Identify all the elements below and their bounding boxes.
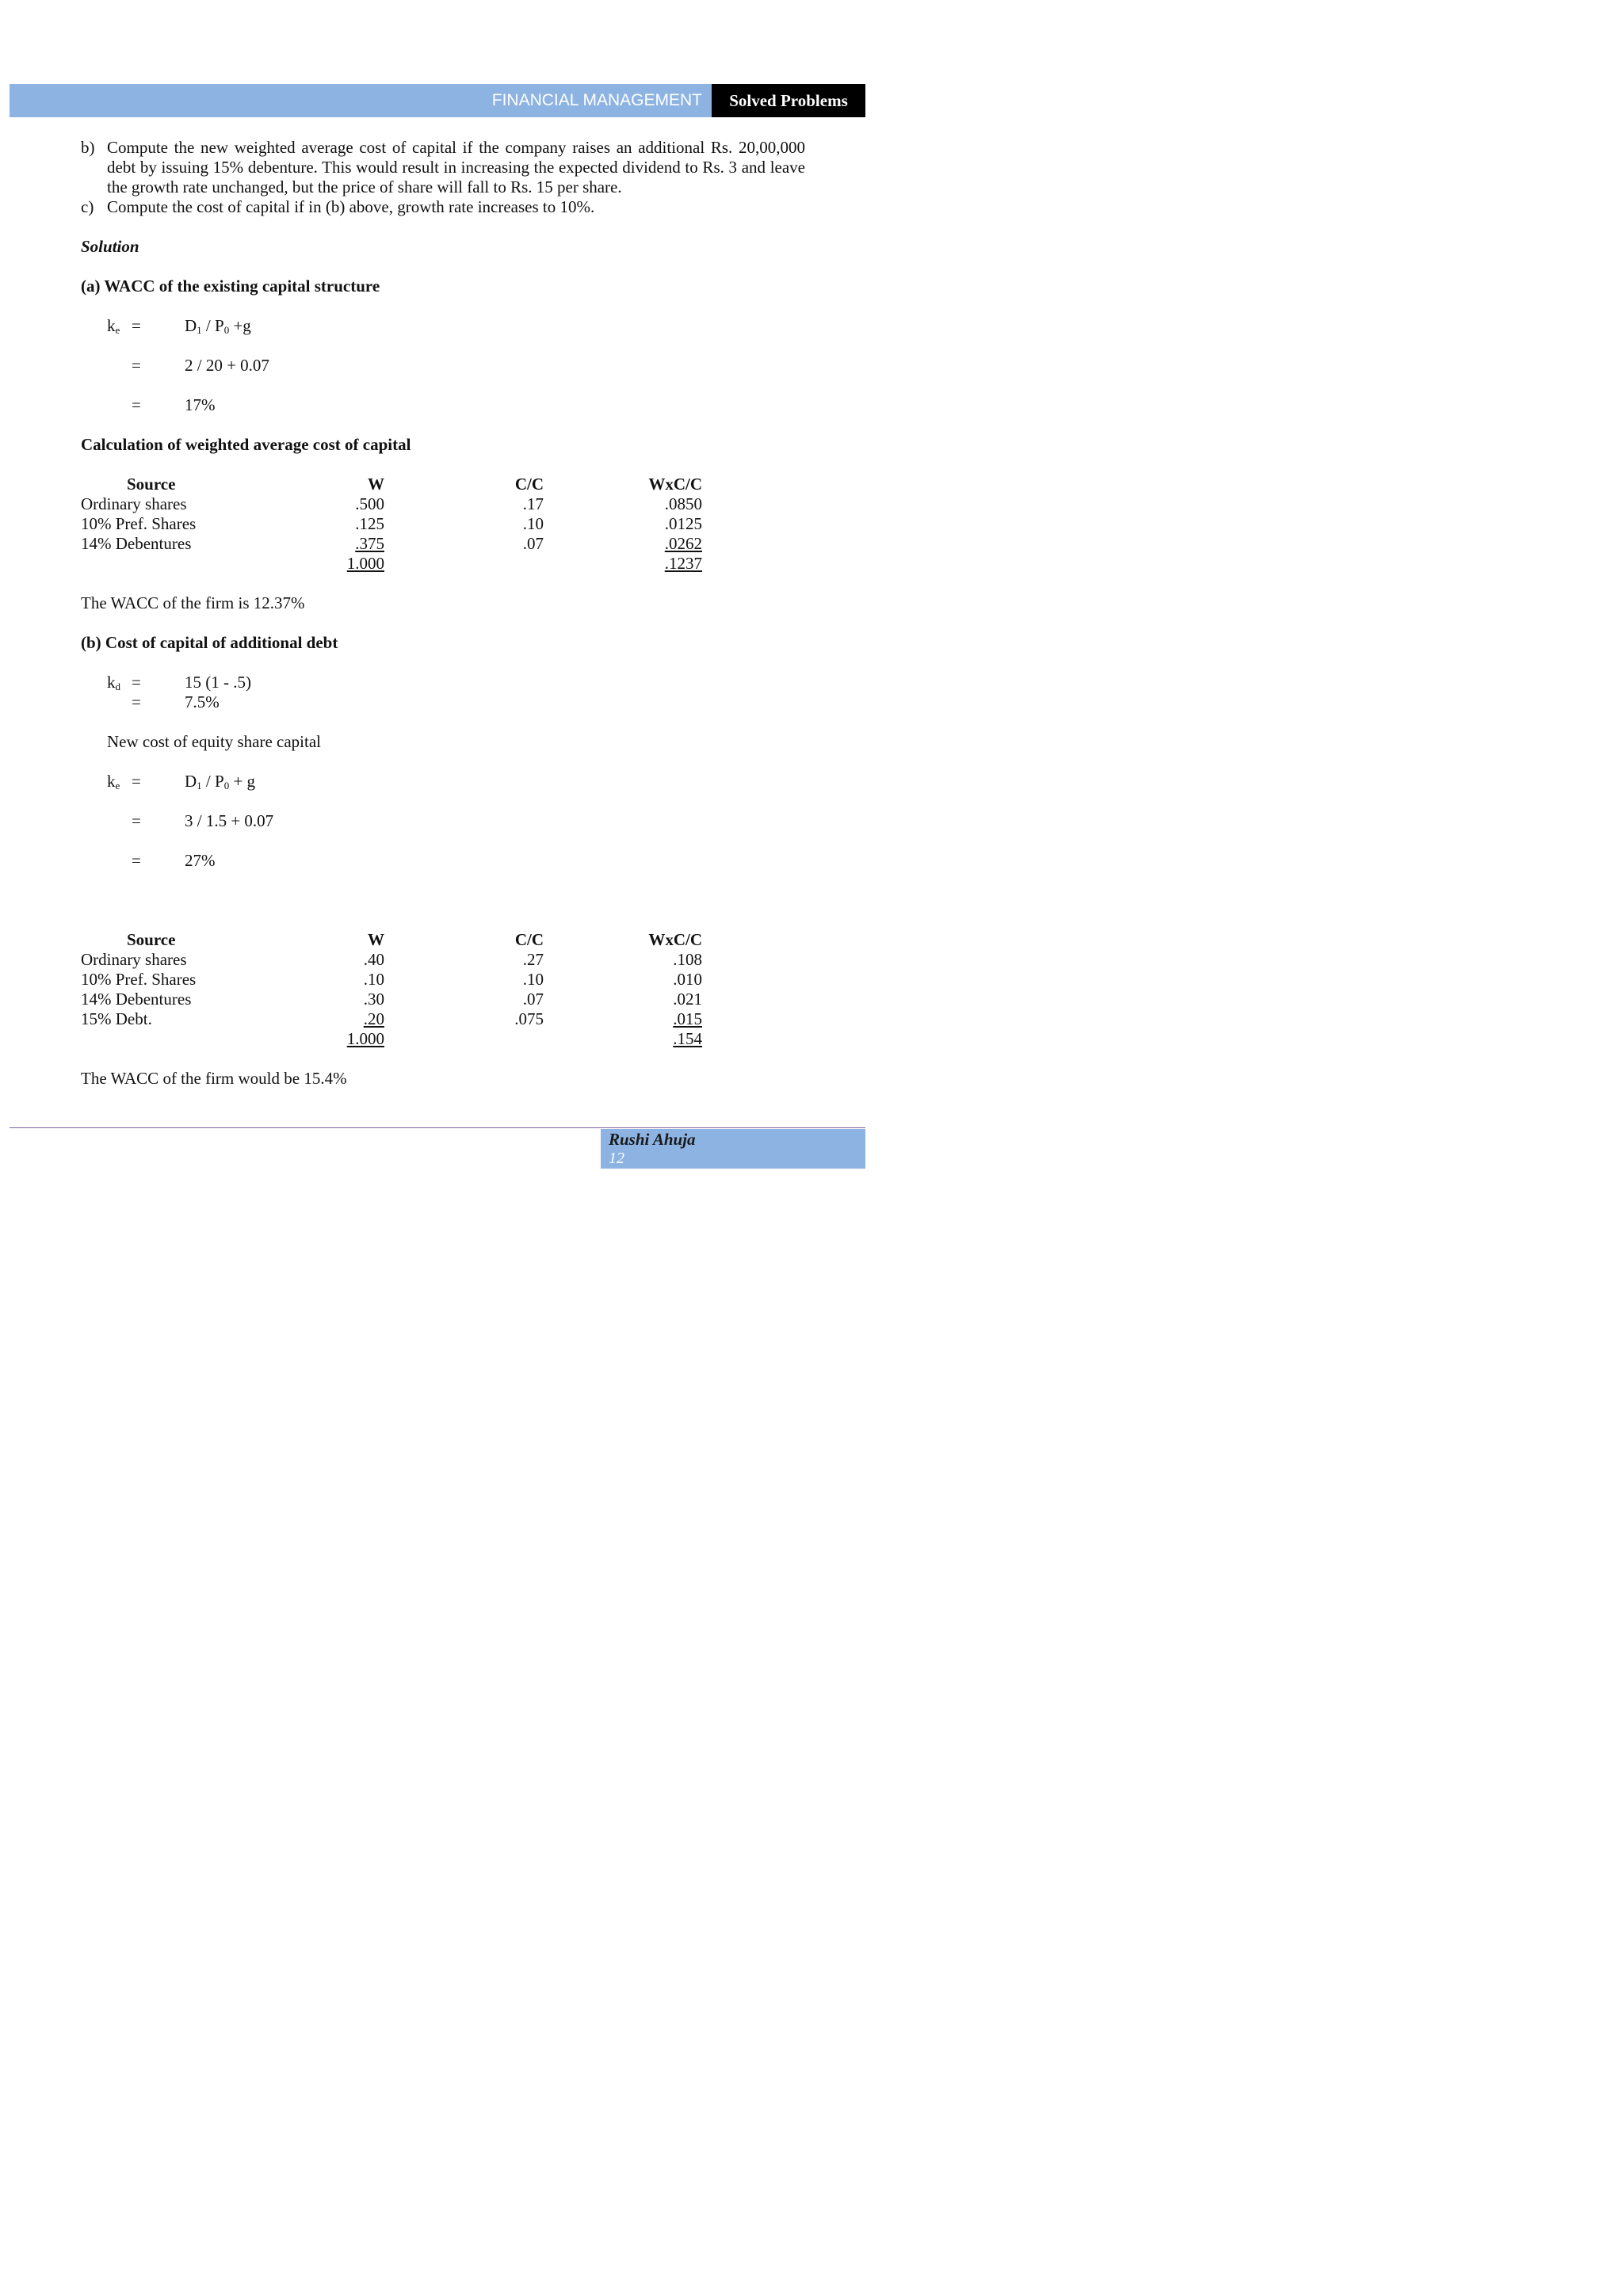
col-header-source: Source xyxy=(127,475,176,494)
cell-wcc: .010 xyxy=(673,970,702,989)
cell-w: .500 xyxy=(355,494,384,513)
table-row xyxy=(81,514,715,534)
cell-wcc: .015 xyxy=(673,1009,702,1028)
part-a-formula: $D_1 / P_0 +g$ xyxy=(185,316,251,336)
cell-cc: .27 xyxy=(522,950,544,969)
cell-wcc: .0262 xyxy=(664,534,702,553)
cell-wcc: .0125 xyxy=(664,514,702,533)
table-row xyxy=(81,990,715,1009)
cell-w: .30 xyxy=(363,990,384,1009)
question-c-text: Compute the cost of capital if in (b) above, growth rate increases to 10%. xyxy=(107,197,595,216)
part-a-line2: 2 / 20 + 0.07 xyxy=(185,356,269,375)
total-w: 1.000 xyxy=(346,1029,384,1048)
question-c xyxy=(81,197,805,217)
question-b xyxy=(81,138,805,197)
cell-wcc: .0850 xyxy=(664,494,702,513)
part-b-ke-eq-1: = xyxy=(132,772,141,791)
part-b-heading: (b) Cost of capital of additional debt xyxy=(81,633,338,652)
table-total-row xyxy=(81,554,715,574)
table-row xyxy=(81,494,715,514)
cell-source: Ordinary shares xyxy=(81,494,187,513)
table-header-row xyxy=(81,475,715,494)
cell-w: .375 xyxy=(355,534,384,553)
table-row xyxy=(81,534,715,554)
calc-heading: Calculation of weighted average cost of capital xyxy=(81,435,411,454)
cell-cc: .07 xyxy=(522,534,544,553)
solution-label: Solution xyxy=(81,237,139,256)
cell-w: .125 xyxy=(355,514,384,533)
part-a-ke-symbol: $k_e$ xyxy=(107,316,120,336)
cell-w: .40 xyxy=(363,950,384,969)
part-b-formula: $D_1 / P_0 + g$ xyxy=(185,772,256,791)
cell-w: .10 xyxy=(363,970,384,989)
cell-source: 10% Pref. Shares xyxy=(81,970,197,989)
cell-wcc: .021 xyxy=(673,990,702,1009)
cell-cc: .075 xyxy=(514,1009,544,1028)
part-a-conclusion: The WACC of the firm is 12.37% xyxy=(81,593,305,612)
question-b-marker: b) xyxy=(81,138,95,157)
part-a-eq-2: = xyxy=(132,356,141,375)
part-b-ke-eq-3: = xyxy=(132,851,141,870)
part-b-ke-symbol: $k_e$ xyxy=(107,772,120,791)
col-header-cc: C/C xyxy=(514,930,544,949)
cell-source: 14% Debentures xyxy=(81,534,192,553)
col-header-wcc: WxC/C xyxy=(648,475,702,494)
col-header-source: Source xyxy=(127,930,176,949)
question-c-marker: c) xyxy=(81,197,94,216)
part-b-kd-symbol: $k_d$ xyxy=(107,673,120,692)
col-header-w: W xyxy=(368,930,384,949)
col-header-wcc: WxC/C xyxy=(648,930,702,949)
table-row xyxy=(81,970,715,990)
question-b-text: Compute the new weighted average cost of capital if the company raises an additional Rs. 20,00,000 debt by issuing 15% debenture. This would result in increasing the expected dividend to Rs. 3 and leave the growth rate unchanged, but the price of share will fall to Rs. 15 per share. xyxy=(107,138,805,196)
col-header-w: W xyxy=(368,475,384,494)
total-w: 1.000 xyxy=(346,554,384,573)
part-b-line2: 3 / 1.5 + 0.07 xyxy=(185,811,274,830)
cell-source: 14% Debentures xyxy=(81,990,192,1009)
footer-divider xyxy=(10,1127,865,1128)
table-row xyxy=(81,1009,715,1029)
part-b-kd-line2: 7.5% xyxy=(185,692,220,711)
footer-page-number: 12 xyxy=(609,1150,624,1167)
cell-cc: .17 xyxy=(522,494,544,513)
part-b-line3: 27% xyxy=(185,851,216,870)
cell-w: .20 xyxy=(363,1009,384,1028)
cell-source: 10% Pref. Shares xyxy=(81,514,197,533)
col-header-cc: C/C xyxy=(514,475,544,494)
part-a-heading: (a) WACC of the existing capital structure xyxy=(81,277,380,296)
cell-cc: .07 xyxy=(522,990,544,1009)
wacc-table-b xyxy=(81,930,715,1049)
cell-source: Ordinary shares xyxy=(81,950,187,969)
part-a-eq-3: = xyxy=(132,395,141,414)
part-b-conclusion: The WACC of the firm would be 15.4% xyxy=(81,1069,347,1088)
footer-author: Rushi Ahuja xyxy=(609,1130,696,1149)
cell-source: 15% Debt. xyxy=(81,1009,152,1028)
new-cost-label: New cost of equity share capital xyxy=(107,732,321,751)
part-b-kd-line1: 15 (1 - .5) xyxy=(185,673,251,692)
table-header-row xyxy=(81,930,715,950)
part-a-line3: 17% xyxy=(185,395,216,414)
part-a-eq-1: = xyxy=(132,316,141,335)
part-b-ke-eq-2: = xyxy=(132,811,141,830)
table-total-row xyxy=(81,1029,715,1049)
cell-cc: .10 xyxy=(522,970,544,989)
wacc-table-a xyxy=(81,475,715,574)
header-section-label: Solved Problems xyxy=(712,84,865,117)
cell-wcc: .108 xyxy=(673,950,702,969)
total-wcc: .1237 xyxy=(664,554,702,573)
total-wcc: .154 xyxy=(673,1029,702,1048)
cell-cc: .10 xyxy=(522,514,544,533)
part-b-kd-eq-1: = xyxy=(132,673,141,692)
table-row xyxy=(81,950,715,970)
header-title: FINANCIAL MANAGEMENT xyxy=(491,91,702,109)
part-b-kd-eq-2: = xyxy=(132,692,141,711)
